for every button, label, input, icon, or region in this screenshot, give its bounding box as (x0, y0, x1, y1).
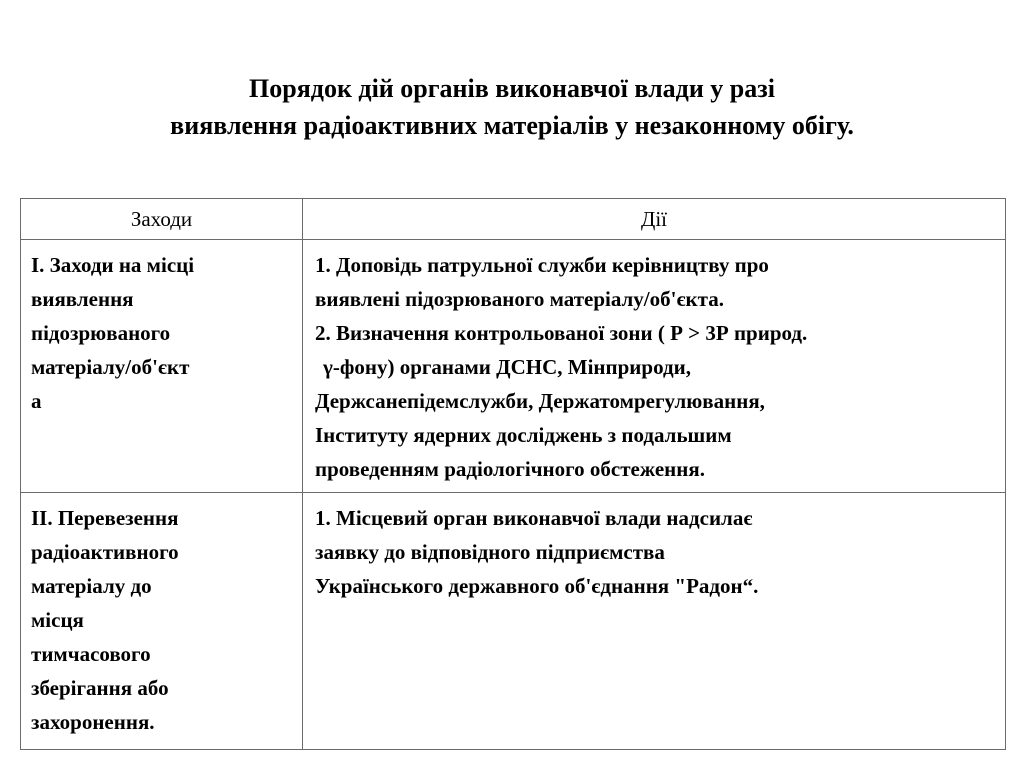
action-item-line: Інституту ядерних досліджень з подальшим (315, 423, 732, 447)
measure-line: І. Заходи на місці (31, 253, 195, 277)
table-header-row (21, 199, 1006, 240)
measure-line: місця (31, 608, 84, 632)
slide-title-line-2: виявлення радіоактивних матеріалів у незаконному обігу. (170, 111, 854, 140)
measure-line: підозрюваного (31, 321, 171, 345)
slide-title (0, 70, 1024, 144)
measure-line: тимчасового (31, 642, 151, 666)
measure-line: а (31, 389, 42, 413)
measure-line: виявлення (31, 287, 134, 311)
measure-line: захоронення. (31, 710, 155, 734)
measure-text (31, 248, 294, 418)
action-cell (303, 493, 1006, 750)
action-item-line: Держсанепідемслужби, Держатомрегулювання, (315, 389, 765, 413)
action-item (315, 248, 997, 316)
measure-cell (21, 493, 303, 750)
column-header-actions: Дії (303, 199, 1006, 240)
action-item-first-line: 1. Місцевий орган виконавчої влади надсилає (315, 506, 753, 530)
action-item-line: проведенням радіологічного обстеження. (315, 457, 705, 481)
action-item-first-line: 2. Визначення контрольованої зони ( Р > 3Р природ. (315, 321, 808, 345)
column-header-measures: Заходи (21, 199, 303, 240)
action-item (315, 501, 997, 603)
measure-line: ІІ. Перевезення (31, 506, 179, 530)
action-item-line: виявлені підозрюваного матеріалу/об'єкта. (315, 287, 724, 311)
action-item (315, 316, 997, 486)
action-cell (303, 240, 1006, 493)
measure-line: зберігання або (31, 676, 169, 700)
actions-table (20, 198, 1006, 750)
measure-line: матеріалу до (31, 574, 152, 598)
action-item-first-line: 1. Доповідь патрульної служби керівництву про (315, 253, 769, 277)
action-item-line: γ-фону) органами ДСНС, Мінприроди, (323, 355, 691, 379)
action-item-line: Українського державного об'єднання "Радон“. (315, 574, 759, 598)
measure-text (31, 501, 294, 739)
measure-cell (21, 240, 303, 493)
table-row (21, 493, 1006, 750)
table-row (21, 240, 1006, 493)
action-item-line: заявку до відповідного підприємства (315, 540, 665, 564)
slide-title-line-1: Порядок дій органів виконавчої влади у разі (249, 74, 775, 103)
measure-line: матеріалу/об'єкт (31, 355, 190, 379)
measure-line: радіоактивного (31, 540, 179, 564)
